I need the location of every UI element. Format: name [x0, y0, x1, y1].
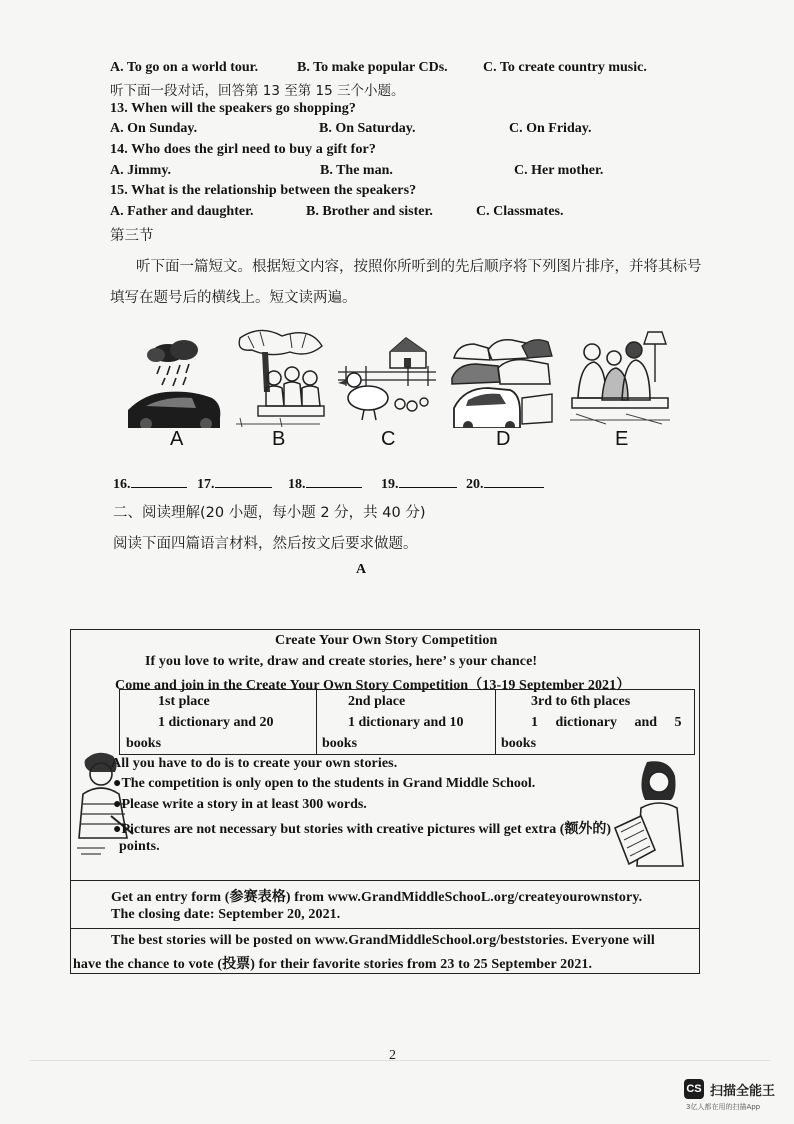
closing-date-line: The closing date: September 20, 2021. — [111, 907, 341, 922]
rule-item-1 — [113, 776, 535, 792]
option-c-q14: C. Her mother. — [514, 163, 604, 178]
option-b-q12: B. To make popular CDs. — [297, 60, 448, 75]
picture-label-a: A — [170, 428, 184, 450]
picture-label-c: C — [381, 428, 396, 450]
rule-text: The competition is only open to the students in Grand Middle School. — [121, 776, 536, 791]
answer-17[interactable] — [197, 473, 272, 493]
option-a-q14: A. Jimmy. — [110, 163, 172, 178]
footer-rule — [30, 1060, 770, 1061]
best-stories-line-1: The best stories will be posted on www.GrandMiddleSchool.org/beststories. Everyone will — [111, 933, 655, 948]
prize-detail-cont: books — [126, 736, 162, 751]
passage-label: A — [356, 562, 367, 577]
answer-18[interactable] — [288, 473, 362, 493]
section-3-heading: 第三节 — [110, 228, 154, 244]
option-c-q12: C. To create country music. — [483, 60, 647, 75]
prize-cell-2nd — [316, 690, 496, 754]
option-a-q13: A. On Sunday. — [110, 121, 198, 136]
prize-place: 1st place — [158, 694, 210, 709]
section-3-instruction-line2: 填写在题号后的横线上。短文读两遍。 — [110, 290, 357, 306]
option-b-q14: B. The man. — [320, 163, 393, 178]
picture-label-d: D — [496, 428, 511, 450]
option-a-q12: A. To go on a world tour. — [110, 60, 259, 75]
rule-item-3 — [113, 818, 611, 838]
answer-17-blank[interactable] — [215, 473, 272, 488]
answer-19-blank[interactable] — [399, 473, 457, 488]
answer-16-label: 16. — [113, 477, 131, 492]
question-13: 13. When will the speakers go shopping? — [110, 101, 356, 116]
answer-20-label: 20. — [466, 477, 484, 492]
answer-19-label: 19. — [381, 477, 399, 492]
picture-label-e: E — [615, 428, 629, 450]
best-stories-line-2: have the chance to vote (投票) for their favorite stories from 23 to 25 September 2021. — [73, 957, 593, 972]
bullet-icon: ● — [113, 822, 122, 837]
entry-form-line: Get an entry form (参赛表格) from www.GrandMiddleSchooL.org/createyourownstory. — [111, 890, 643, 905]
option-b-q13: B. On Saturday. — [319, 121, 416, 136]
watermark-tagline: 3亿人都在用的扫描App — [686, 1103, 761, 1111]
traffic-jam-icon — [448, 328, 556, 428]
rain-car-icon — [126, 328, 226, 428]
notice-task-line: All you have to do is to create your own stories. — [111, 756, 398, 771]
prize-cell-1st — [120, 690, 317, 754]
part-2-title: 二、阅读理解(20 小题，每小题 2 分，共 40 分) — [113, 505, 426, 521]
rule-text: Please write a story in at least 300 words. — [121, 797, 367, 812]
prize-detail: 1 dictionary and 20 — [158, 715, 274, 730]
question-14: 14. Who does the girl need to buy a gift for? — [110, 142, 376, 157]
bullet-icon: ● — [113, 776, 122, 791]
notice-title: Create Your Own Story Competition — [275, 633, 498, 648]
prize-detail: 1 dictionary and 5 — [531, 715, 682, 730]
competition-notice — [70, 629, 700, 974]
prize-place: 2nd place — [348, 694, 406, 709]
notice-divider-1 — [71, 880, 699, 881]
picnic-family-icon — [230, 328, 326, 428]
bullet-icon: ● — [113, 797, 122, 812]
prize-cell-3rd-6th — [495, 690, 692, 754]
notice-dates-line: Come and join in the Create Your Own Story Competition（13-19 September 2021） — [115, 678, 631, 693]
prize-detail-cont: books — [501, 736, 537, 751]
option-c-q15: C. Classmates. — [476, 204, 564, 219]
answer-20-blank[interactable] — [484, 473, 544, 488]
girl-reading-icon — [611, 758, 697, 878]
rule-item-3-continued: points. — [119, 839, 160, 854]
instruction-13-15: 听下面一段对话，回答第 13 至第 15 三个小题。 — [110, 83, 405, 99]
prize-table — [119, 689, 695, 755]
watermark-brand: 扫描全能王 — [710, 1084, 776, 1099]
notice-intro-line: If you love to write, draw and create stories, here’ s your chance! — [145, 654, 538, 669]
answer-18-blank[interactable] — [306, 473, 362, 488]
part-2-instruction: 阅读下面四篇语言材料，然后按文后要求做题。 — [113, 536, 418, 552]
answer-19[interactable] — [381, 473, 457, 493]
option-a-q15: A. Father and daughter. — [110, 204, 254, 219]
answer-16-blank[interactable] — [131, 473, 187, 488]
answer-16[interactable] — [113, 473, 187, 493]
question-15: 15. What is the relationship between the speakers? — [110, 183, 417, 198]
family-home-icon — [566, 328, 674, 428]
picture-label-b: B — [272, 428, 286, 450]
notice-divider-2 — [71, 928, 699, 929]
farm-duck-icon — [334, 328, 438, 428]
section-3-instruction-line1: 听下面一篇短文。根据短文内容，按照你所听到的先后顺序将下列图片排序，并将其标号 — [136, 259, 702, 275]
camscanner-logo-icon: CS — [684, 1079, 704, 1099]
prize-detail-cont: books — [322, 736, 358, 751]
answer-18-label: 18. — [288, 477, 306, 492]
page-number: 2 — [389, 1048, 396, 1063]
rule-text: Pictures are not necessary but stories with creative pictures will get extra (额外的) — [121, 822, 612, 837]
prize-detail: 1 dictionary and 10 — [348, 715, 464, 730]
answer-17-label: 17. — [197, 477, 215, 492]
answer-20[interactable] — [466, 473, 544, 493]
prize-place: 3rd to 6th places — [531, 694, 631, 709]
option-c-q13: C. On Friday. — [509, 121, 592, 136]
rule-item-2 — [113, 797, 367, 813]
option-b-q15: B. Brother and sister. — [306, 204, 433, 219]
